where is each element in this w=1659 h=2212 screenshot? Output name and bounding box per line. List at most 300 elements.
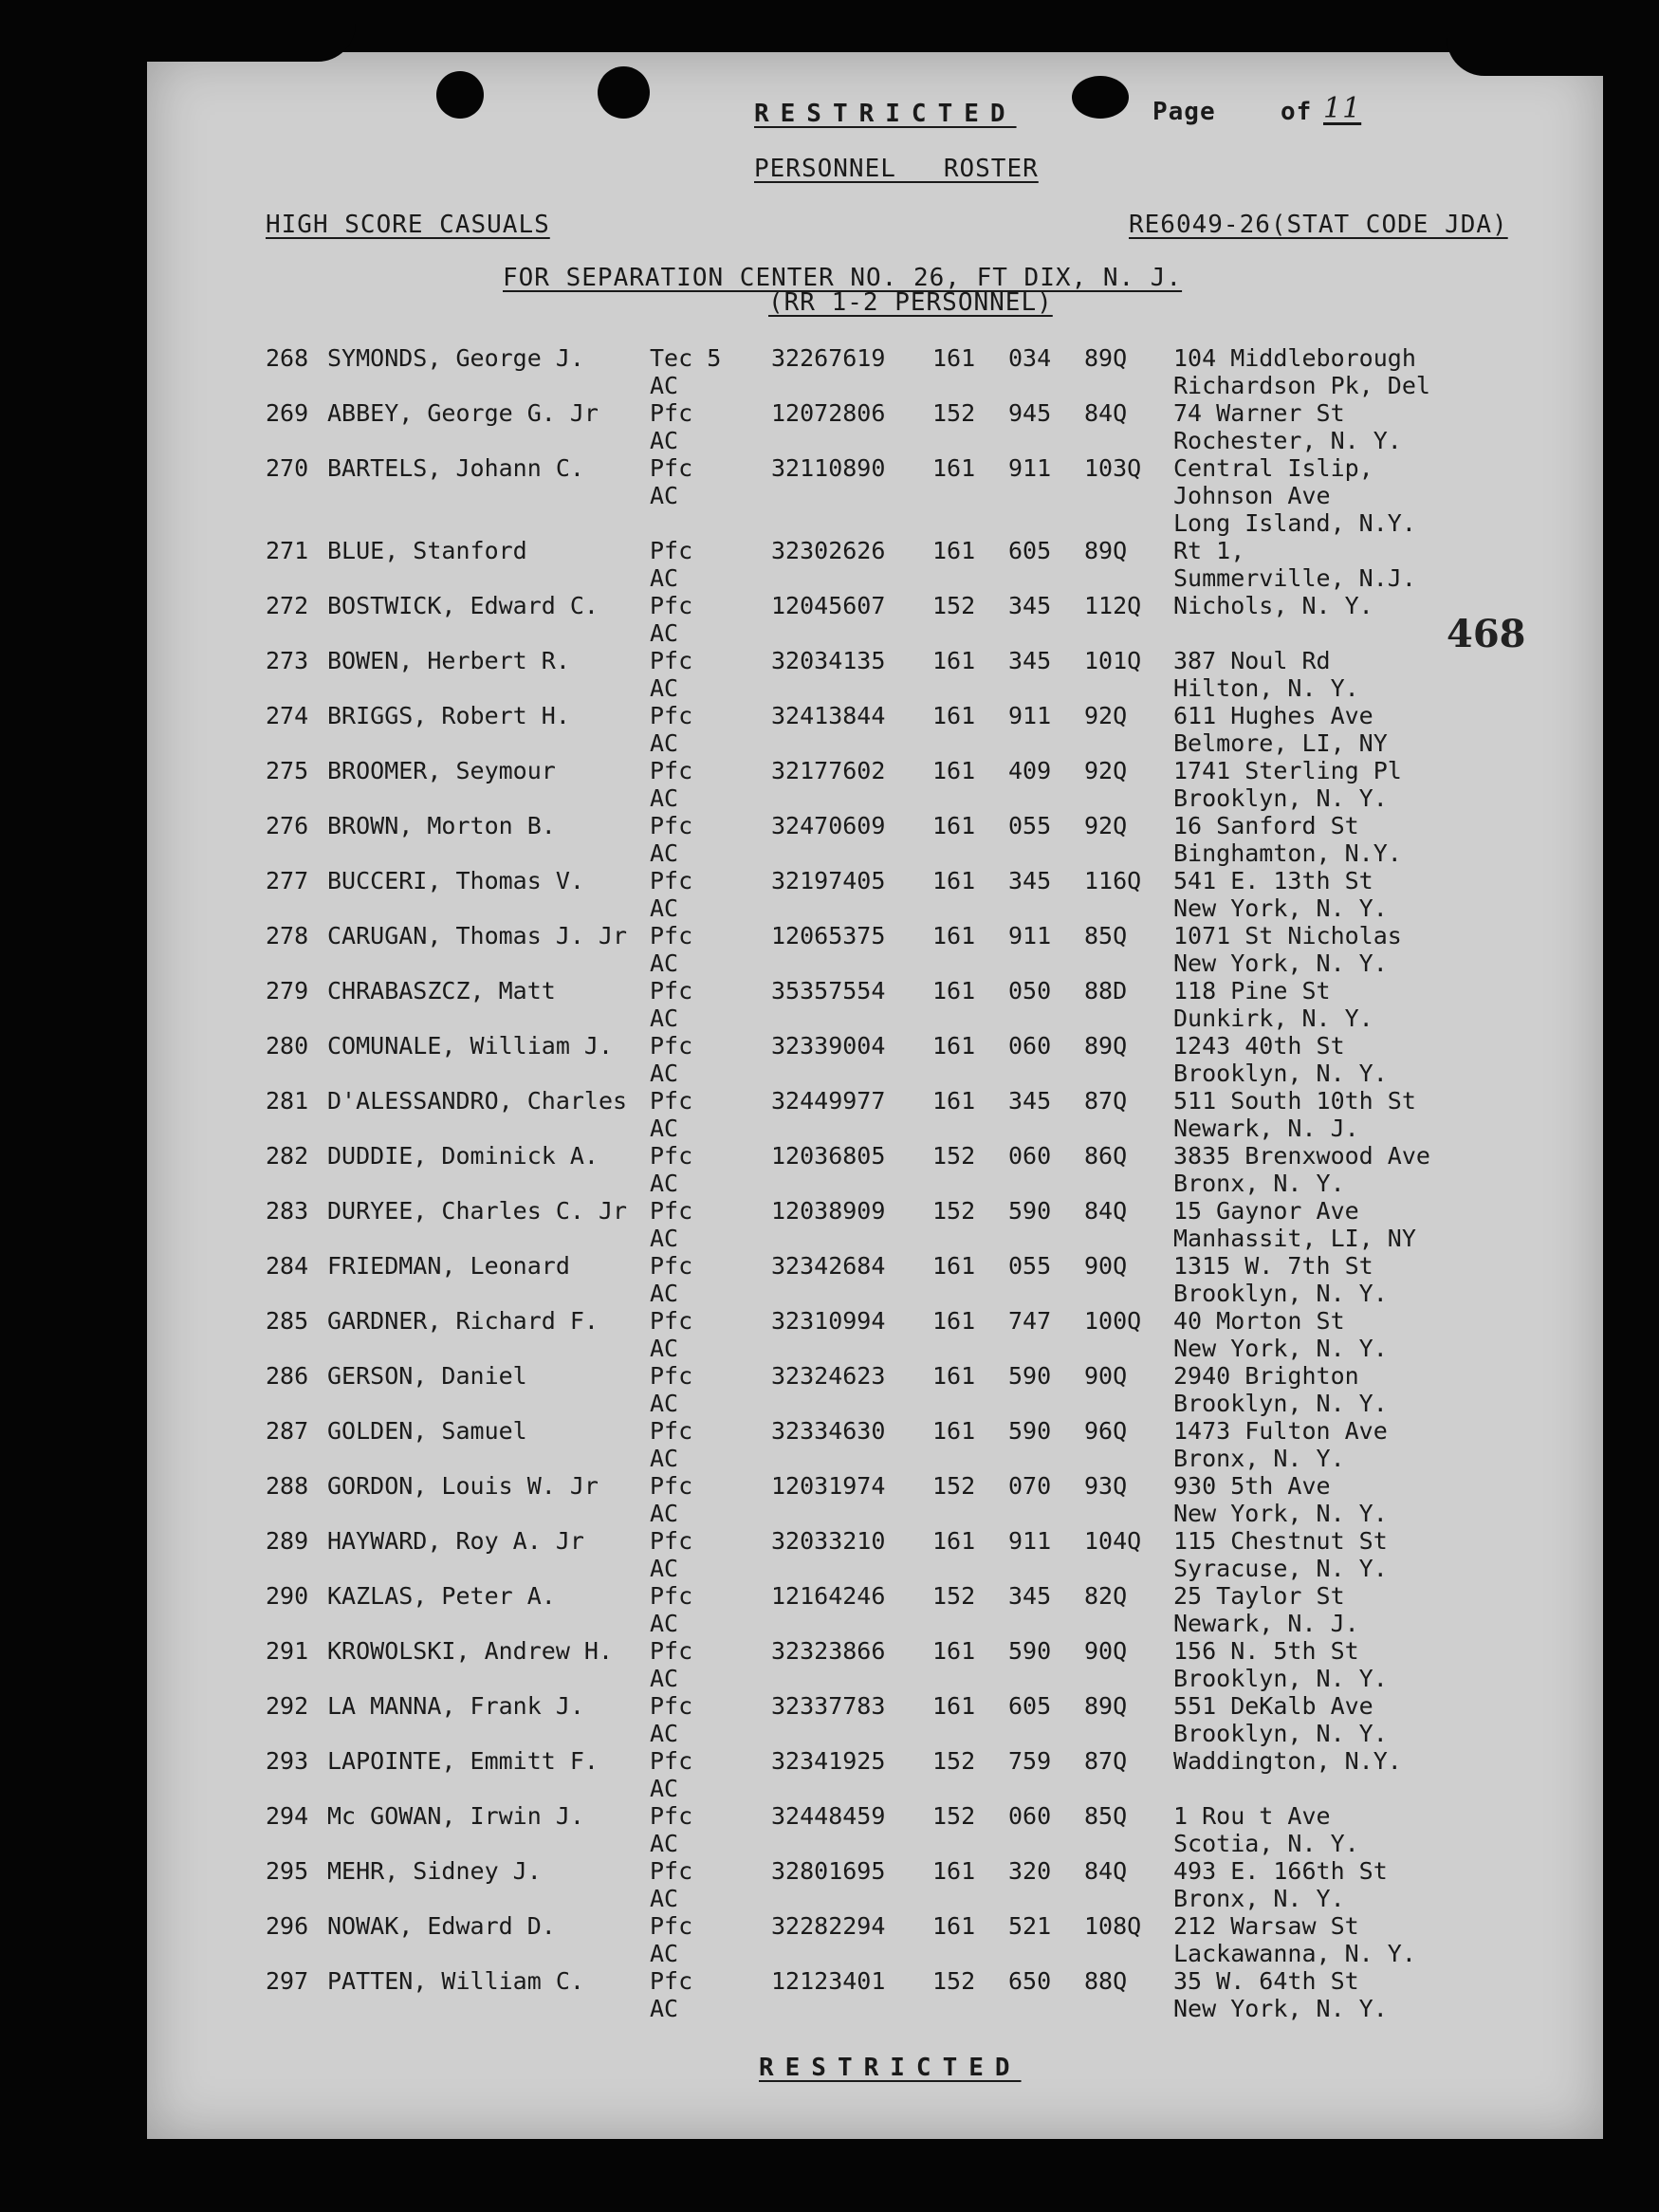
code-1: 152 bbox=[932, 1142, 976, 1170]
torn-corner-left bbox=[147, 24, 356, 62]
code-2: 409 bbox=[1008, 757, 1052, 784]
serial-number: 12164246 bbox=[771, 1582, 886, 1610]
address-line-1: 1473 Fulton Ave bbox=[1173, 1417, 1388, 1445]
serial-number: 32267619 bbox=[771, 344, 886, 372]
code-1: 161 bbox=[932, 1417, 976, 1445]
grade: Pfc bbox=[650, 1692, 693, 1720]
address-line-3: Long Island, N.Y. bbox=[1173, 509, 1416, 537]
score-code: 104Q bbox=[1084, 1527, 1142, 1555]
row-number: 283 bbox=[266, 1197, 309, 1225]
score-code: 90Q bbox=[1084, 1252, 1128, 1280]
restricted-footer: RESTRICTED bbox=[759, 2054, 1022, 2082]
branch: AC bbox=[650, 1280, 679, 1307]
code-1: 161 bbox=[932, 1362, 976, 1390]
row-number: 287 bbox=[266, 1417, 309, 1445]
grade: Pfc bbox=[650, 1417, 693, 1445]
row-number: 289 bbox=[266, 1527, 309, 1555]
table-row bbox=[147, 1527, 1603, 1582]
branch: AC bbox=[650, 949, 679, 977]
soldier-name: KROWOLSKI, Andrew H. bbox=[327, 1637, 614, 1665]
address-line-2: Newark, N. J. bbox=[1173, 1610, 1359, 1637]
table-row bbox=[147, 1307, 1603, 1362]
score-code: 88Q bbox=[1084, 1967, 1128, 1995]
table-row bbox=[147, 922, 1603, 977]
soldier-name: BARTELS, Johann C. bbox=[327, 454, 584, 482]
soldier-name: COMUNALE, William J. bbox=[327, 1032, 614, 1060]
score-code: 92Q bbox=[1084, 702, 1128, 729]
branch: AC bbox=[650, 1170, 679, 1197]
soldier-name: SYMONDS, George J. bbox=[327, 344, 584, 372]
score-code: 92Q bbox=[1084, 757, 1128, 784]
row-number: 294 bbox=[266, 1802, 309, 1830]
serial-number: 35357554 bbox=[771, 977, 886, 1005]
code-2: 055 bbox=[1008, 812, 1052, 839]
soldier-name: CHRABASZCZ, Matt bbox=[327, 977, 556, 1005]
grade: Pfc bbox=[650, 1527, 693, 1555]
grade: Pfc bbox=[650, 1967, 693, 1995]
serial-number: 32110890 bbox=[771, 454, 886, 482]
stat-code-label: RE6049-26(STAT CODE JDA) bbox=[1129, 211, 1508, 239]
table-row bbox=[147, 812, 1603, 867]
serial-number: 32449977 bbox=[771, 1087, 886, 1115]
address-line-1: 74 Warner St bbox=[1173, 399, 1345, 427]
branch: AC bbox=[650, 1885, 679, 1912]
address-line-1: 118 Pine St bbox=[1173, 977, 1331, 1005]
code-1: 161 bbox=[932, 977, 976, 1005]
row-number: 288 bbox=[266, 1472, 309, 1500]
code-2: 345 bbox=[1008, 1582, 1052, 1610]
serial-number: 32282294 bbox=[771, 1912, 886, 1940]
row-number: 277 bbox=[266, 867, 309, 894]
address-line-2: Brooklyn, N. Y. bbox=[1173, 1280, 1388, 1307]
soldier-name: GARDNER, Richard F. bbox=[327, 1307, 599, 1335]
branch: AC bbox=[650, 1225, 679, 1252]
address-line-2: Binghamton, N.Y. bbox=[1173, 839, 1402, 867]
address-line-1: Central Islip, bbox=[1173, 454, 1373, 482]
table-row bbox=[147, 399, 1603, 454]
code-1: 161 bbox=[932, 702, 976, 729]
serial-number: 32413844 bbox=[771, 702, 886, 729]
row-number: 270 bbox=[266, 454, 309, 482]
code-2: 055 bbox=[1008, 1252, 1052, 1280]
unit-label: HIGH SCORE CASUALS bbox=[266, 211, 550, 239]
code-2: 759 bbox=[1008, 1747, 1052, 1775]
branch: AC bbox=[650, 1720, 679, 1747]
page-total: 11 bbox=[1323, 92, 1362, 125]
soldier-name: CARUGAN, Thomas J. Jr bbox=[327, 922, 628, 949]
code-2: 070 bbox=[1008, 1472, 1052, 1500]
serial-number: 32448459 bbox=[771, 1802, 886, 1830]
torn-edge bbox=[147, 43, 1603, 100]
address-line-1: Waddington, N.Y. bbox=[1173, 1747, 1402, 1775]
serial-number: 32310994 bbox=[771, 1307, 886, 1335]
grade: Pfc bbox=[650, 1637, 693, 1665]
address-line-1: Rt 1, bbox=[1173, 537, 1245, 564]
code-2: 605 bbox=[1008, 1692, 1052, 1720]
code-2: 034 bbox=[1008, 344, 1052, 372]
table-row bbox=[147, 757, 1603, 812]
soldier-name: GERSON, Daniel bbox=[327, 1362, 527, 1390]
serial-number: 32324623 bbox=[771, 1362, 886, 1390]
grade: Pfc bbox=[650, 1087, 693, 1115]
address-line-1: 551 DeKalb Ave bbox=[1173, 1692, 1373, 1720]
soldier-name: HAYWARD, Roy A. Jr bbox=[327, 1527, 584, 1555]
row-number: 293 bbox=[266, 1747, 309, 1775]
code-1: 152 bbox=[932, 1197, 976, 1225]
code-1: 161 bbox=[932, 647, 976, 674]
serial-number: 12072806 bbox=[771, 399, 886, 427]
address-line-2: Johnson Ave bbox=[1173, 482, 1331, 509]
address-line-2: Syracuse, N. Y. bbox=[1173, 1555, 1388, 1582]
grade: Pfc bbox=[650, 1472, 693, 1500]
address-line-2: New York, N. Y. bbox=[1173, 949, 1388, 977]
soldier-name: GORDON, Louis W. Jr bbox=[327, 1472, 599, 1500]
address-line-1: 387 Noul Rd bbox=[1173, 647, 1331, 674]
code-1: 161 bbox=[932, 1032, 976, 1060]
address-line-1: Nichols, N. Y. bbox=[1173, 592, 1373, 619]
score-code: 101Q bbox=[1084, 647, 1142, 674]
soldier-name: MEHR, Sidney J. bbox=[327, 1857, 542, 1885]
address-line-2: Brooklyn, N. Y. bbox=[1173, 1390, 1388, 1417]
branch: AC bbox=[650, 1500, 679, 1527]
address-line-1: 1071 St Nicholas bbox=[1173, 922, 1402, 949]
grade: Tec 5 bbox=[650, 344, 722, 372]
address-line-1: 156 N. 5th St bbox=[1173, 1637, 1359, 1665]
branch: AC bbox=[650, 1555, 679, 1582]
code-2: 590 bbox=[1008, 1197, 1052, 1225]
code-2: 911 bbox=[1008, 1527, 1052, 1555]
address-line-1: 611 Hughes Ave bbox=[1173, 702, 1373, 729]
address-line-1: 2940 Brighton bbox=[1173, 1362, 1359, 1390]
branch: AC bbox=[650, 1115, 679, 1142]
grade: Pfc bbox=[650, 1197, 693, 1225]
row-number: 272 bbox=[266, 592, 309, 619]
grade: Pfc bbox=[650, 537, 693, 564]
table-row bbox=[147, 1252, 1603, 1307]
soldier-name: NOWAK, Edward D. bbox=[327, 1912, 556, 1940]
soldier-name: KAZLAS, Peter A. bbox=[327, 1582, 556, 1610]
score-code: 103Q bbox=[1084, 454, 1142, 482]
address-line-1: 16 Sanford St bbox=[1173, 812, 1359, 839]
score-code: 100Q bbox=[1084, 1307, 1142, 1335]
address-line-1: 40 Morton St bbox=[1173, 1307, 1345, 1335]
score-code: 89Q bbox=[1084, 1032, 1128, 1060]
address-line-2: Summerville, N.J. bbox=[1173, 564, 1416, 592]
code-2: 521 bbox=[1008, 1912, 1052, 1940]
soldier-name: LAPOINTE, Emmitt F. bbox=[327, 1747, 599, 1775]
code-1: 161 bbox=[932, 1307, 976, 1335]
code-1: 152 bbox=[932, 399, 976, 427]
soldier-name: BROOMER, Seymour bbox=[327, 757, 556, 784]
code-2: 650 bbox=[1008, 1967, 1052, 1995]
code-1: 161 bbox=[932, 812, 976, 839]
serial-number: 12031974 bbox=[771, 1472, 886, 1500]
address-line-2: Brooklyn, N. Y. bbox=[1173, 1060, 1388, 1087]
grade: Pfc bbox=[650, 702, 693, 729]
branch: AC bbox=[650, 1665, 679, 1692]
address-line-1: 1741 Sterling Pl bbox=[1173, 757, 1402, 784]
code-2: 345 bbox=[1008, 867, 1052, 894]
address-line-2: New York, N. Y. bbox=[1173, 894, 1388, 922]
grade: Pfc bbox=[650, 922, 693, 949]
grade: Pfc bbox=[650, 1032, 693, 1060]
score-code: 90Q bbox=[1084, 1637, 1128, 1665]
soldier-name: BRIGGS, Robert H. bbox=[327, 702, 570, 729]
row-number: 295 bbox=[266, 1857, 309, 1885]
address-line-2: Hilton, N. Y. bbox=[1173, 674, 1359, 702]
code-2: 747 bbox=[1008, 1307, 1052, 1335]
score-code: 116Q bbox=[1084, 867, 1142, 894]
code-2: 605 bbox=[1008, 537, 1052, 564]
grade: Pfc bbox=[650, 867, 693, 894]
address-line-1: 3835 Brenxwood Ave bbox=[1173, 1142, 1430, 1170]
table-row bbox=[147, 702, 1603, 757]
serial-number: 32801695 bbox=[771, 1857, 886, 1885]
serial-number: 32302626 bbox=[771, 537, 886, 564]
table-row bbox=[147, 1197, 1603, 1252]
branch: AC bbox=[650, 1335, 679, 1362]
branch: AC bbox=[650, 1775, 679, 1802]
address-line-2: Bronx, N. Y. bbox=[1173, 1170, 1345, 1197]
code-2: 911 bbox=[1008, 454, 1052, 482]
row-number: 282 bbox=[266, 1142, 309, 1170]
row-number: 271 bbox=[266, 537, 309, 564]
grade: Pfc bbox=[650, 1252, 693, 1280]
punch-hole-left bbox=[436, 71, 484, 119]
grade: Pfc bbox=[650, 1747, 693, 1775]
score-code: 96Q bbox=[1084, 1417, 1128, 1445]
branch: AC bbox=[650, 1390, 679, 1417]
punch-hole-center bbox=[598, 66, 650, 119]
soldier-name: FRIEDMAN, Leonard bbox=[327, 1252, 570, 1280]
soldier-name: LA MANNA, Frank J. bbox=[327, 1692, 584, 1720]
row-number: 281 bbox=[266, 1087, 309, 1115]
score-code: 84Q bbox=[1084, 1197, 1128, 1225]
address-line-1: 511 South 10th St bbox=[1173, 1087, 1416, 1115]
table-row bbox=[147, 1912, 1603, 1967]
serial-number: 32034135 bbox=[771, 647, 886, 674]
soldier-name: DUDDIE, Dominick A. bbox=[327, 1142, 599, 1170]
code-1: 161 bbox=[932, 537, 976, 564]
branch: AC bbox=[650, 1445, 679, 1472]
score-code: 85Q bbox=[1084, 1802, 1128, 1830]
code-2: 320 bbox=[1008, 1857, 1052, 1885]
row-number: 279 bbox=[266, 977, 309, 1005]
code-1: 161 bbox=[932, 922, 976, 949]
table-row bbox=[147, 592, 1603, 647]
table-row bbox=[147, 1637, 1603, 1692]
branch: AC bbox=[650, 1830, 679, 1857]
address-line-1: 212 Warsaw St bbox=[1173, 1912, 1359, 1940]
table-row bbox=[147, 1857, 1603, 1912]
address-line-2: Lackawanna, N. Y. bbox=[1173, 1940, 1416, 1967]
table-row bbox=[147, 1087, 1603, 1142]
row-number: 273 bbox=[266, 647, 309, 674]
serial-number: 32177602 bbox=[771, 757, 886, 784]
branch: AC bbox=[650, 1940, 679, 1967]
code-1: 152 bbox=[932, 1967, 976, 1995]
personnel-type-line: (RR 1-2 PERSONNEL) bbox=[768, 288, 1053, 317]
score-code: 82Q bbox=[1084, 1582, 1128, 1610]
code-2: 345 bbox=[1008, 647, 1052, 674]
grade: Pfc bbox=[650, 812, 693, 839]
grade: Pfc bbox=[650, 1307, 693, 1335]
grade: Pfc bbox=[650, 647, 693, 674]
code-2: 590 bbox=[1008, 1362, 1052, 1390]
address-line-2: Dunkirk, N. Y. bbox=[1173, 1005, 1373, 1032]
soldier-name: BLUE, Stanford bbox=[327, 537, 527, 564]
code-1: 152 bbox=[932, 592, 976, 619]
code-1: 161 bbox=[932, 757, 976, 784]
row-number: 292 bbox=[266, 1692, 309, 1720]
soldier-name: BOWEN, Herbert R. bbox=[327, 647, 570, 674]
grade: Pfc bbox=[650, 1362, 693, 1390]
table-row bbox=[147, 344, 1603, 399]
serial-number: 12045607 bbox=[771, 592, 886, 619]
score-code: 89Q bbox=[1084, 1692, 1128, 1720]
row-number: 269 bbox=[266, 399, 309, 427]
score-code: 89Q bbox=[1084, 537, 1128, 564]
code-2: 590 bbox=[1008, 1417, 1052, 1445]
branch: AC bbox=[650, 839, 679, 867]
address-line-1: 15 Gaynor Ave bbox=[1173, 1197, 1359, 1225]
table-row bbox=[147, 647, 1603, 702]
serial-number: 32470609 bbox=[771, 812, 886, 839]
code-1: 161 bbox=[932, 1857, 976, 1885]
serial-number: 32033210 bbox=[771, 1527, 886, 1555]
page-label: Page bbox=[1152, 98, 1216, 126]
score-code: 87Q bbox=[1084, 1087, 1128, 1115]
branch: AC bbox=[650, 1610, 679, 1637]
table-row bbox=[147, 867, 1603, 922]
row-number: 297 bbox=[266, 1967, 309, 1995]
table-row bbox=[147, 1417, 1603, 1472]
branch: AC bbox=[650, 564, 679, 592]
serial-number: 32323866 bbox=[771, 1637, 886, 1665]
address-line-1: 1 Rou t Ave bbox=[1173, 1802, 1331, 1830]
branch: AC bbox=[650, 1060, 679, 1087]
serial-number: 12036805 bbox=[771, 1142, 886, 1170]
code-1: 161 bbox=[932, 1252, 976, 1280]
address-line-2: Richardson Pk, Del bbox=[1173, 372, 1430, 399]
address-line-2: Belmore, LI, NY bbox=[1173, 729, 1388, 757]
code-1: 152 bbox=[932, 1472, 976, 1500]
table-row bbox=[147, 1967, 1603, 2022]
code-2: 060 bbox=[1008, 1802, 1052, 1830]
table-row bbox=[147, 1142, 1603, 1197]
code-2: 345 bbox=[1008, 1087, 1052, 1115]
address-line-2: New York, N. Y. bbox=[1173, 1500, 1388, 1527]
grade: Pfc bbox=[650, 1142, 693, 1170]
code-1: 152 bbox=[932, 1747, 976, 1775]
score-code: 84Q bbox=[1084, 399, 1128, 427]
serial-number: 32334630 bbox=[771, 1417, 886, 1445]
row-number: 285 bbox=[266, 1307, 309, 1335]
address-line-2: New York, N. Y. bbox=[1173, 1995, 1388, 2022]
soldier-name: BOSTWICK, Edward C. bbox=[327, 592, 599, 619]
address-line-2: Scotia, N. Y. bbox=[1173, 1830, 1359, 1857]
branch: AC bbox=[650, 1995, 679, 2022]
branch: AC bbox=[650, 372, 679, 399]
table-row bbox=[147, 977, 1603, 1032]
score-code: 88D bbox=[1084, 977, 1128, 1005]
score-code: 90Q bbox=[1084, 1362, 1128, 1390]
score-code: 86Q bbox=[1084, 1142, 1128, 1170]
grade: Pfc bbox=[650, 1857, 693, 1885]
address-line-2: Rochester, N. Y. bbox=[1173, 427, 1402, 454]
roster-title: PERSONNEL _ ROSTER bbox=[754, 155, 1039, 183]
row-number: 268 bbox=[266, 344, 309, 372]
serial-number: 32342684 bbox=[771, 1252, 886, 1280]
address-line-2: Brooklyn, N. Y. bbox=[1173, 784, 1388, 812]
address-line-1: 1315 W. 7th St bbox=[1173, 1252, 1373, 1280]
branch: AC bbox=[650, 1005, 679, 1032]
address-line-1: 541 E. 13th St bbox=[1173, 867, 1373, 894]
code-1: 161 bbox=[932, 1527, 976, 1555]
row-number: 274 bbox=[266, 702, 309, 729]
table-row bbox=[147, 1472, 1603, 1527]
code-2: 590 bbox=[1008, 1637, 1052, 1665]
row-number: 278 bbox=[266, 922, 309, 949]
address-line-1: 493 E. 166th St bbox=[1173, 1857, 1388, 1885]
roster-page bbox=[147, 52, 1603, 2139]
score-code: 93Q bbox=[1084, 1472, 1128, 1500]
table-row bbox=[147, 1032, 1603, 1087]
soldier-name: GOLDEN, Samuel bbox=[327, 1417, 527, 1445]
score-code: 84Q bbox=[1084, 1857, 1128, 1885]
table-row bbox=[147, 537, 1603, 592]
grade: Pfc bbox=[650, 1912, 693, 1940]
separation-center-line: FOR SEPARATION CENTER NO. 26, FT DIX, N. J. bbox=[503, 264, 1183, 292]
address-line-1: 115 Chestnut St bbox=[1173, 1527, 1388, 1555]
table-row bbox=[147, 1362, 1603, 1417]
grade: Pfc bbox=[650, 1582, 693, 1610]
soldier-name: Mc GOWAN, Irwin J. bbox=[327, 1802, 584, 1830]
stamped-number: 468 bbox=[1447, 612, 1526, 656]
serial-number: 32341925 bbox=[771, 1747, 886, 1775]
grade: Pfc bbox=[650, 757, 693, 784]
code-1: 152 bbox=[932, 1582, 976, 1610]
row-number: 286 bbox=[266, 1362, 309, 1390]
code-2: 911 bbox=[1008, 702, 1052, 729]
serial-number: 12038909 bbox=[771, 1197, 886, 1225]
code-2: 060 bbox=[1008, 1032, 1052, 1060]
branch: AC bbox=[650, 784, 679, 812]
serial-number: 32339004 bbox=[771, 1032, 886, 1060]
soldier-name: BROWN, Morton B. bbox=[327, 812, 556, 839]
address-line-2: Brooklyn, N. Y. bbox=[1173, 1720, 1388, 1747]
table-row bbox=[147, 1802, 1603, 1857]
score-code: 92Q bbox=[1084, 812, 1128, 839]
code-2: 945 bbox=[1008, 399, 1052, 427]
soldier-name: BUCCERI, Thomas V. bbox=[327, 867, 584, 894]
code-1: 161 bbox=[932, 344, 976, 372]
row-number: 296 bbox=[266, 1912, 309, 1940]
row-number: 290 bbox=[266, 1582, 309, 1610]
address-line-2: Bronx, N. Y. bbox=[1173, 1445, 1345, 1472]
serial-number: 32337783 bbox=[771, 1692, 886, 1720]
branch: AC bbox=[650, 482, 679, 509]
soldier-name: ABBEY, George G. Jr bbox=[327, 399, 599, 427]
address-line-2: Newark, N. J. bbox=[1173, 1115, 1359, 1142]
score-code: 89Q bbox=[1084, 344, 1128, 372]
serial-number: 12065375 bbox=[771, 922, 886, 949]
row-number: 284 bbox=[266, 1252, 309, 1280]
table-row bbox=[147, 454, 1603, 537]
score-code: 85Q bbox=[1084, 922, 1128, 949]
punch-hole-right bbox=[1072, 76, 1129, 119]
row-number: 276 bbox=[266, 812, 309, 839]
